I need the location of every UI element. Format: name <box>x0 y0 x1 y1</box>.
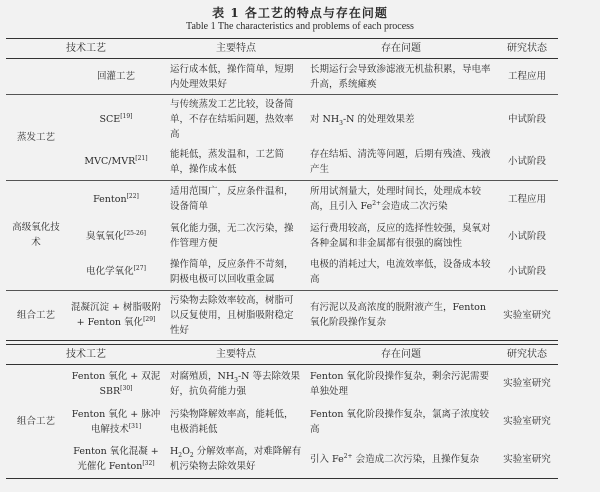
table-row <box>6 180 558 218</box>
category-advanced-oxidation: 高级氧化技术 <box>6 180 66 290</box>
problem-cell: Fenton 氧化阶段操作复杂，氯离子浓度较高 <box>310 408 489 435</box>
process-name: Fenton 氧化混凝 + 光催化 Fenton[32] <box>73 446 159 473</box>
process-table-part2 <box>6 344 558 479</box>
problem-cell: 存在结垢、清洗等问题，后期有残渣、残液产生 <box>310 148 491 175</box>
table-row <box>6 59 558 95</box>
status-cell: 实验室研究 <box>503 378 551 390</box>
status-cell: 中试阶段 <box>496 95 558 145</box>
feature-cell: 操作简单，反应条件不苛刻，阴极电极可以回收重金属 <box>170 258 294 285</box>
feature-cell: 对腐殖质，$NH_3-N$ 等去除效果好，抗负荷能力强 <box>170 370 300 397</box>
table-row <box>6 403 558 441</box>
header-problems: 存在问题 <box>381 43 421 54</box>
header-problems: 存在问题 <box>381 349 421 360</box>
feature-cell: $H_2O_2$ 分解效率高，对难降解有机污染物去除效果好 <box>170 446 302 473</box>
feature-cell: 能耗低，蒸发温和，工艺简单，操作成本低 <box>170 148 285 175</box>
problem-cell: 引入 $Fe^{2+}$ 会造成二次污染，且操作复杂 <box>310 452 480 465</box>
process-name: Fenton[22] <box>66 180 166 218</box>
problem-cell: 电极的消耗过大，电流效率低，设备成本较高 <box>310 258 491 285</box>
header-status: 研究状态 <box>507 349 547 360</box>
process-name: Fenton 氧化 + 脉冲电解技术[31] <box>71 408 161 435</box>
status-cell: 实验室研究 <box>503 453 551 465</box>
citation-ref: [25-26] <box>124 229 146 237</box>
table-row <box>6 290 558 340</box>
citation-ref: [21] <box>135 155 148 163</box>
process-table-part1 <box>6 38 558 341</box>
citation-ref: [22] <box>126 192 139 200</box>
citation-ref: [19] <box>120 112 133 120</box>
process-name: 电化学氧化[27] <box>86 265 146 278</box>
process-name: 臭氧氧化[25-26] <box>86 229 146 242</box>
problem-cell: 对 $NH_3-N$ 的处理效果差 <box>306 95 496 145</box>
status-cell: 工程应用 <box>507 71 546 82</box>
category-evaporation: 蒸发工艺 <box>6 95 66 181</box>
status-cell: 实验室研究 <box>496 290 558 340</box>
header-process: 技术工艺 <box>66 43 106 54</box>
category-combined: 组合工艺 <box>16 416 55 427</box>
problem-cell: 运行费用较高，反应的选择性较强，臭氧对各种金属和非金属都有很强的腐蚀性 <box>310 223 491 249</box>
header-status: 研究状态 <box>507 43 547 54</box>
problem-cell: 有污泥以及高浓度的脱附液产生，Fenton 氧化阶段操作复杂 <box>306 290 496 340</box>
status-cell: 工程应用 <box>496 180 558 218</box>
feature-cell: 与传统蒸发工艺比较，设备简单，不存在结垢问题，热效率高 <box>166 95 306 145</box>
process-name: 回灌工艺 <box>96 71 135 82</box>
header-process: 技术工艺 <box>66 349 106 360</box>
table-row <box>6 144 558 180</box>
table-row <box>6 441 558 479</box>
table-row <box>6 95 558 145</box>
citation-ref: [30] <box>120 384 133 392</box>
table-header-row <box>6 345 558 365</box>
table-title-en: Table 1 The characteristics and problems of each process <box>186 21 414 32</box>
feature-cell: 适用范围广，反应条件温和，设备简单 <box>166 180 306 218</box>
feature-cell: 污染物去除效率较高，树脂可以反复使用，且树脂吸附稳定性好 <box>166 290 306 340</box>
header-features: 主要特点 <box>216 43 256 54</box>
citation-ref: [32] <box>142 460 155 468</box>
category-combined: 组合工艺 <box>6 290 66 340</box>
citation-ref: [27] <box>133 265 146 273</box>
table-row <box>6 254 558 290</box>
citation-ref: [29] <box>143 315 156 323</box>
status-cell: 小试阶段 <box>507 230 546 242</box>
problem-cell: 所用试剂量大，处理时间长，处理成本较高，且引入 $Fe^{2+}$会造成二次污染 <box>306 180 496 218</box>
citation-ref: [31] <box>128 422 142 430</box>
status-cell: 小试阶段 <box>507 156 546 168</box>
process-name: 混凝沉淀 + 树脂吸附 + Fenton 氧化[29] <box>66 290 166 340</box>
status-cell: 实验室研究 <box>503 416 551 427</box>
process-name: MVC/MVR[21] <box>84 155 148 168</box>
header-features: 主要特点 <box>216 349 256 360</box>
table-title-zh: 表 1 各工艺的特点与存在问题 <box>212 6 388 20</box>
feature-cell: 氧化能力强，无二次污染，操作管理方便 <box>170 223 294 249</box>
process-name: Fenton 氧化 + 双泥 SBR[30] <box>71 370 161 397</box>
table-row <box>6 218 558 254</box>
problem-cell: Fenton 氧化阶段操作复杂，剩余污泥需要单独处理 <box>310 370 489 397</box>
status-cell: 小试阶段 <box>507 266 546 278</box>
problem-cell: 长期运行会导致渗滤液无机盐积累，导电率升高，系统瘫痪 <box>310 63 491 90</box>
table-header-row <box>6 39 558 59</box>
process-name: SCE[19] <box>66 95 166 145</box>
feature-cell: 运行成本低，操作简单，短期内处理效果好 <box>170 63 294 90</box>
table-row <box>6 365 558 403</box>
feature-cell: 污染物降解效率高，能耗低，电极消耗低 <box>170 408 294 435</box>
